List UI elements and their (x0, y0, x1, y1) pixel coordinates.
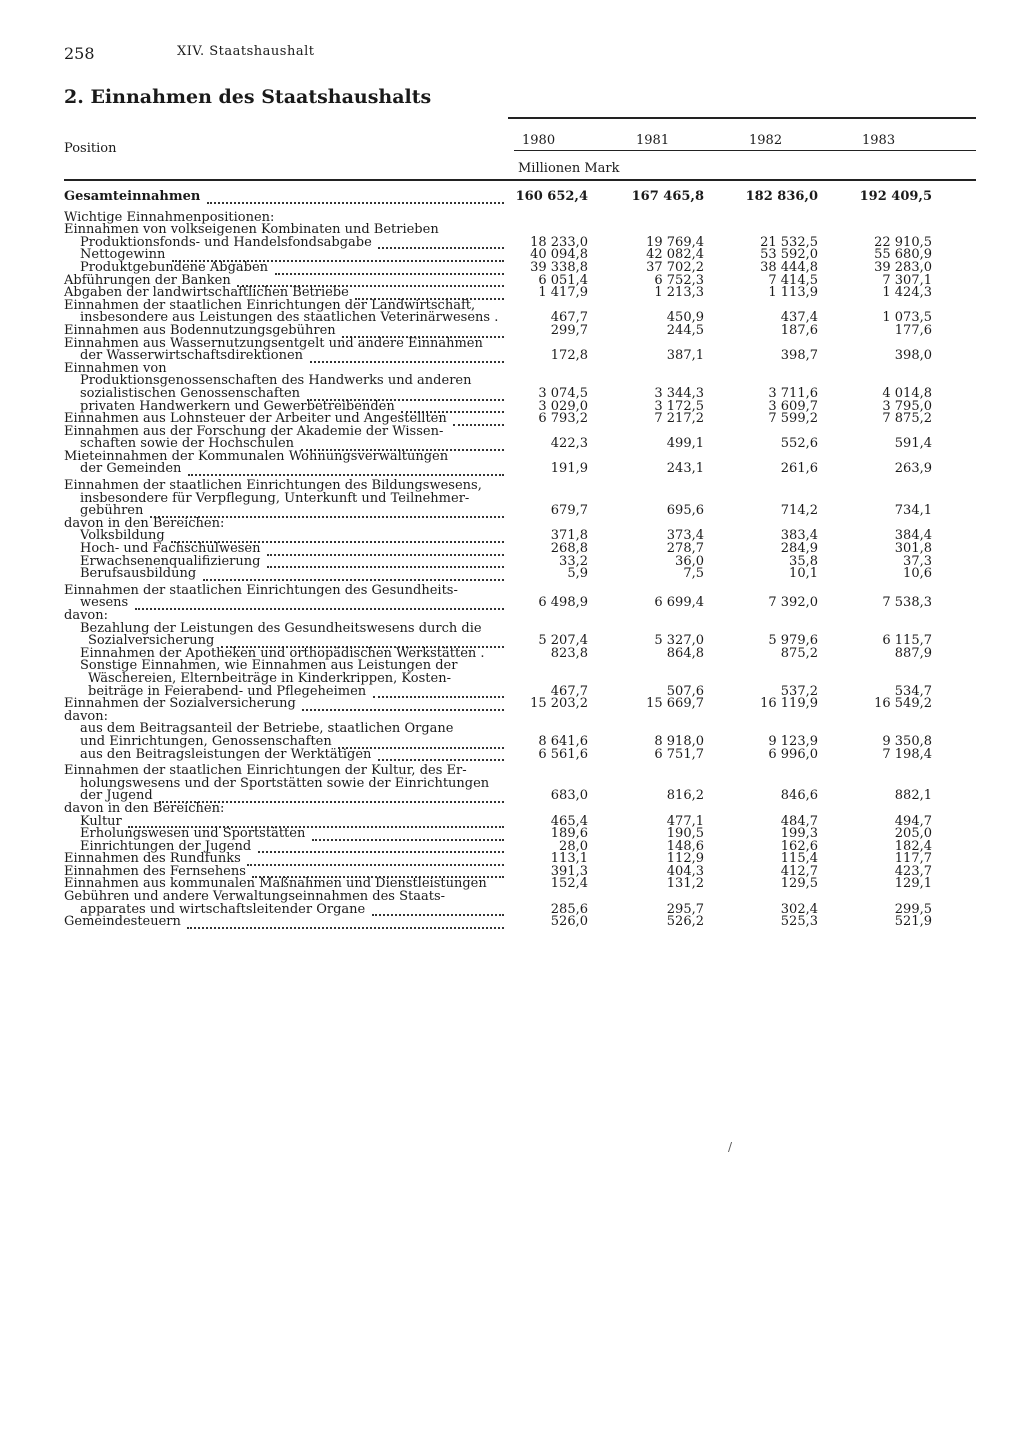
cell-value-1980: 679,7 (550, 503, 588, 519)
cell-value-1983: 182,4 (894, 838, 932, 854)
row-label-text: der Wasserwirtschaftsdirektionen (80, 348, 304, 364)
row-label-text: Einnahmen der Apotheken und orthopädischen Werkstätten . (80, 645, 485, 661)
row-label-text: Nettogewinn (80, 247, 166, 263)
cell-value-1980: 6 051,4 (538, 272, 588, 288)
cell-value-1983: 734,1 (894, 503, 932, 519)
cell-value-1982: 187,6 (780, 322, 818, 338)
row-label-text: davon in den Bereichen: (64, 800, 225, 816)
leader-dots (302, 697, 504, 711)
cell-value-1980: 172,8 (550, 348, 588, 364)
cell-value-1983: 494,7 (894, 813, 932, 829)
row-label-text: Gebühren und andere Verwaltungseinnahmen des Staats- (64, 889, 446, 905)
cell-value-1982: 7 392,0 (768, 595, 818, 611)
cell-value-1983: 7 198,4 (882, 746, 932, 762)
row-label-text: Einnahmen aus Wassernutzungsentgelt und andere Einnahmen (64, 335, 483, 351)
unit-label: Millionen Mark (518, 161, 620, 176)
cell-value-1983: 37,3 (903, 553, 932, 569)
cell-value-1982: 129,5 (780, 876, 818, 892)
section-title: 2. Einnahmen des Staatshaushalts (64, 86, 432, 108)
cell-value-1982: 115,4 (780, 851, 818, 867)
row-label-text: davon: (64, 608, 108, 623)
cell-value-1980: 191,9 (550, 461, 588, 477)
row-label-text: Produktionsfonds- und Handelsfondsabgabe (80, 234, 372, 250)
column-header-position: Position (64, 141, 117, 156)
cell-value-1981: 244,5 (666, 322, 704, 338)
cell-value-1983: 22 910,5 (874, 234, 932, 250)
cell-value-1981: 1 213,3 (654, 285, 704, 301)
row-label (64, 463, 504, 476)
row-label-text: Wäschereien, Elternbeiträge in Kinderkrippen, Kosten- (88, 670, 451, 686)
cell-value-1983: 192 409,5 (859, 189, 932, 204)
row-label-text: insbesondere aus Leistungen des staatlichen Veterinärwesens . (80, 310, 499, 326)
cell-value-1983: 301,8 (894, 541, 932, 557)
cell-value-1980: 467,7 (550, 310, 588, 326)
cell-value-1982: 1 113,9 (768, 285, 818, 301)
cell-value-1982: 182 836,0 (745, 189, 818, 204)
cell-value-1981: 7,5 (683, 566, 704, 582)
row-label-text: Kultur (80, 813, 122, 829)
cell-value-1983: 887,9 (894, 645, 932, 661)
cell-value-1981: 19 769,4 (646, 234, 704, 250)
cell-value-1983: 7 307,1 (882, 272, 932, 288)
cell-value-1983: 423,7 (894, 863, 932, 879)
cell-value-1983: 177,6 (894, 322, 932, 338)
cell-value-1980: 39 338,8 (530, 259, 588, 275)
row-label-text: Abführungen der Banken (64, 272, 231, 288)
row-label-text: aus den Beitragsleistungen der Werktätigen (80, 746, 372, 762)
row-label-text: Einnahmen der staatlichen Einrichtungen der Kultur, des Er- (64, 763, 467, 779)
row-label-text: Wichtige Einnahmenpositionen: (64, 209, 275, 225)
cell-value-1980: 526,0 (550, 914, 588, 930)
leader-dots (187, 915, 504, 929)
cell-value-1980: 6 498,9 (538, 595, 588, 611)
cell-value-1981: 131,2 (666, 876, 704, 892)
cell-value-1980: 8 641,6 (538, 733, 588, 749)
cell-value-1983: 7 538,3 (882, 595, 932, 611)
cell-value-1982: 21 532,5 (760, 234, 818, 250)
cell-value-1982: 199,3 (780, 826, 818, 842)
cell-value-1982: 7 599,2 (768, 411, 818, 427)
cell-value-1983: 1 073,5 (882, 310, 932, 326)
row-label-text: Abgaben der landwirtschaftlichen Betriebe (64, 285, 349, 301)
cell-value-1981: 6 751,7 (654, 746, 704, 762)
row-label-text: Erholungswesen und Sportstätten (80, 826, 306, 842)
revenue-table (64, 191, 944, 929)
cell-value-1982: 162,6 (780, 838, 818, 854)
cell-value-1981: 42 082,4 (646, 247, 704, 263)
cell-value-1982: 35,8 (789, 553, 818, 569)
cell-value-1983: 4 014,8 (882, 385, 932, 401)
row-label-text: Sozialversicherung (88, 633, 215, 649)
table-row (64, 698, 944, 711)
row-label-text: Einnahmen aus Lohnsteuer der Arbeiter und Angestellten (64, 411, 447, 427)
row-label-text: Erwachsenenqualifizierung (80, 553, 261, 569)
cell-value-1981: 243,1 (666, 461, 704, 477)
row-label-text: Einnahmen aus Bodennutzungsgebühren (64, 322, 336, 338)
cell-value-1981: 5 327,0 (654, 633, 704, 649)
table-row (64, 350, 944, 363)
cell-value-1982: 38 444,8 (760, 259, 818, 275)
cell-value-1983: 117,7 (894, 851, 932, 867)
cell-value-1982: 714,2 (780, 503, 818, 519)
table-row (64, 597, 944, 610)
row-label-text: Mieteinnahmen der Kommunalen Wohnungsverwaltungen (64, 448, 449, 464)
cell-value-1980: 3 074,5 (538, 385, 588, 401)
cell-value-1981: 7 217,2 (654, 411, 704, 427)
row-label-text: Einnahmen von (64, 360, 167, 376)
leader-dots (135, 596, 504, 610)
cell-value-1982: 7 414,5 (768, 272, 818, 288)
row-label-text: gebühren (80, 503, 144, 519)
table-row (64, 746, 944, 762)
cell-value-1980: 15 203,2 (530, 696, 588, 712)
cell-value-1983: 6 115,7 (882, 633, 932, 649)
cell-value-1980: 299,7 (550, 322, 588, 338)
row-label-text: aus dem Beitragsanteil der Betriebe, staatlichen Organe (80, 721, 454, 737)
cell-value-1980: 422,3 (550, 436, 588, 452)
cell-value-1980: 160 652,4 (515, 189, 588, 204)
cell-value-1980: 189,6 (550, 826, 588, 842)
table-row (64, 916, 944, 929)
row-label-text: Bezahlung der Leistungen des Gesundheitswesens durch die (80, 620, 482, 636)
row-label-text: Einnahmen der Sozialversicherung (64, 696, 296, 712)
cell-value-1983: 3 795,0 (882, 398, 932, 414)
table-top-rule (508, 117, 976, 119)
cell-value-1982: 5 979,6 (768, 633, 818, 649)
leader-dots (203, 567, 504, 581)
column-header-year: 1982 (749, 133, 783, 148)
row-label-text: und Einrichtungen, Genossenschaften (80, 733, 332, 749)
cell-value-1982: 437,4 (780, 310, 818, 326)
cell-value-1983: 398,0 (894, 348, 932, 364)
cell-value-1980: 3 029,0 (538, 398, 588, 414)
cell-value-1983: 521,9 (894, 914, 932, 930)
cell-value-1980: 6 561,6 (538, 746, 588, 762)
cell-value-1983: 16 549,2 (874, 696, 932, 712)
cell-value-1981: 450,9 (666, 310, 704, 326)
cell-value-1981: 148,6 (666, 838, 704, 854)
cell-value-1980: 683,0 (550, 788, 588, 804)
row-label (64, 746, 504, 762)
cell-value-1981: 864,8 (666, 645, 704, 661)
cell-value-1982: 16 119,9 (760, 696, 818, 712)
row-label-text: Berufsausbildung (80, 566, 197, 582)
row-label-text: beiträge in Feierabend- und Pflegeheimen (88, 683, 367, 699)
row-label-text: insbesondere für Verpflegung, Unterkunft und Teilnehmer- (80, 490, 470, 506)
column-header-year: 1981 (636, 133, 670, 148)
cell-value-1980: 113,1 (550, 851, 588, 867)
cell-value-1980: 40 094,8 (530, 247, 588, 263)
row-label-text: davon in den Bereichen: (64, 515, 225, 531)
cell-value-1981: 8 918,0 (654, 733, 704, 749)
row-label-text: Einnahmen aus kommunalen Maßnahmen und Dienstleistungen (64, 876, 487, 892)
cell-value-1981: 278,7 (666, 541, 704, 557)
cell-value-1981: 112,9 (666, 851, 704, 867)
row-label-text: Einrichtungen der Jugend (80, 838, 252, 854)
row-label-text: Hoch- und Fachschulwesen (80, 541, 261, 557)
column-header-year: 1980 (522, 133, 556, 148)
cell-value-1982: 284,9 (780, 541, 818, 557)
row-label-text: privaten Handwerkern und Gewerbetreibenden (80, 398, 395, 414)
row-label-text: Volksbildung (80, 528, 165, 544)
cell-value-1982: 383,4 (780, 528, 818, 544)
column-header-year: 1983 (862, 133, 896, 148)
cell-value-1980: 5 207,4 (538, 633, 588, 649)
cell-value-1981: 404,3 (666, 863, 704, 879)
cell-value-1982: 412,7 (780, 863, 818, 879)
cell-value-1980: 391,3 (550, 863, 588, 879)
cell-value-1982: 875,2 (780, 645, 818, 661)
row-label-text: Produktgebundene Abgaben (80, 259, 269, 275)
leader-dots (188, 462, 504, 476)
cell-value-1982: 552,6 (780, 436, 818, 452)
running-head: XIV. Staatshaushalt (177, 44, 315, 59)
header-divider-rule (514, 150, 976, 151)
cell-value-1981: 36,0 (675, 553, 704, 569)
cell-value-1980: 1 417,9 (538, 285, 588, 301)
row-label (64, 698, 504, 711)
cell-value-1982: 3 711,6 (768, 385, 818, 401)
cell-value-1983: 129,1 (894, 876, 932, 892)
cell-value-1982: 9 123,9 (768, 733, 818, 749)
stray-mark: / (728, 1140, 733, 1154)
cell-value-1981: 167 465,8 (631, 189, 704, 204)
cell-value-1983: 299,5 (894, 901, 932, 917)
cell-value-1981: 295,7 (666, 901, 704, 917)
cell-value-1981: 3 344,3 (654, 385, 704, 401)
cell-value-1983: 7 875,2 (882, 411, 932, 427)
cell-value-1981: 190,5 (666, 826, 704, 842)
cell-value-1982: 525,3 (780, 914, 818, 930)
cell-value-1981: 499,1 (666, 436, 704, 452)
cell-value-1983: 882,1 (894, 788, 932, 804)
row-label-text: sozialistischen Genossenschaften (80, 385, 301, 401)
header-bottom-rule (64, 179, 976, 181)
row-label-text: holungswesens und der Sportstätten sowie der Einrichtungen (80, 775, 490, 791)
cell-value-1981: 816,2 (666, 788, 704, 804)
row-label-text: Einnahmen des Rundfunks (64, 851, 241, 867)
cell-value-1980: 5,9 (567, 566, 588, 582)
cell-value-1983: 55 680,9 (874, 247, 932, 263)
leader-dots (207, 190, 504, 204)
cell-value-1980: 33,2 (559, 553, 588, 569)
row-label-text: wesens (80, 595, 129, 611)
cell-value-1980: 467,7 (550, 683, 588, 699)
cell-value-1980: 152,4 (550, 876, 588, 892)
cell-value-1981: 6 752,3 (654, 272, 704, 288)
row-label-text: Einnahmen aus der Forschung der Akademie der Wissen- (64, 423, 444, 439)
cell-value-1981: 695,6 (666, 503, 704, 519)
table-row (64, 568, 944, 581)
row-label-text: schaften sowie der Hochschulen (80, 436, 295, 452)
cell-value-1982: 261,6 (780, 461, 818, 477)
cell-value-1980: 371,8 (550, 528, 588, 544)
cell-value-1982: 302,4 (780, 901, 818, 917)
table-row (64, 463, 944, 476)
cell-value-1982: 484,7 (780, 813, 818, 829)
row-label (64, 597, 504, 610)
cell-value-1980: 28,0 (559, 838, 588, 854)
cell-value-1982: 398,7 (780, 348, 818, 364)
cell-value-1980: 6 793,2 (538, 411, 588, 427)
cell-value-1982: 3 609,7 (768, 398, 818, 414)
row-label-text: der Gemeinden (80, 461, 182, 477)
row-label-text: Einnahmen der staatlichen Einrichtungen der Landwirtschaft, (64, 297, 476, 313)
cell-value-1982: 537,2 (780, 683, 818, 699)
cell-value-1983: 1 424,3 (882, 285, 932, 301)
row-label-text: Einnahmen des Fernsehens (64, 863, 246, 879)
row-label-text: Gesamteinnahmen (64, 189, 201, 204)
cell-value-1980: 18 233,0 (530, 234, 588, 250)
cell-value-1981: 507,6 (666, 683, 704, 699)
cell-value-1981: 15 669,7 (646, 696, 704, 712)
cell-value-1983: 534,7 (894, 683, 932, 699)
row-label-text: apparates und wirtschaftsleitender Organe (80, 901, 366, 917)
cell-value-1981: 526,2 (666, 914, 704, 930)
row-label-text: Einnahmen der staatlichen Einrichtungen des Bildungswesens, (64, 478, 482, 494)
row-label-text: Sonstige Einnahmen, wie Einnahmen aus Leistungen der (80, 658, 458, 674)
row-label-text: Einnahmen von volkseigenen Kombinaten und Betrieben (64, 222, 439, 238)
row-label (64, 191, 504, 204)
cell-value-1983: 9 350,8 (882, 733, 932, 749)
leader-dots (310, 349, 504, 363)
cell-value-1980: 465,4 (550, 813, 588, 829)
cell-value-1980: 823,8 (550, 645, 588, 661)
cell-value-1983: 39 283,0 (874, 259, 932, 275)
cell-value-1980: 268,8 (550, 541, 588, 557)
row-label-text: Produktionsgenossenschaften des Handwerks und anderen (80, 373, 472, 389)
cell-value-1983: 263,9 (894, 461, 932, 477)
cell-value-1980: 285,6 (550, 901, 588, 917)
row-label-text: davon: (64, 708, 108, 724)
cell-value-1981: 37 702,2 (646, 259, 704, 275)
page-number: 258 (64, 44, 95, 63)
cell-value-1983: 591,4 (894, 436, 932, 452)
cell-value-1981: 387,1 (666, 348, 704, 364)
cell-value-1982: 53 592,0 (760, 247, 818, 263)
cell-value-1983: 205,0 (894, 826, 932, 842)
cell-value-1981: 3 172,5 (654, 398, 704, 414)
cell-value-1981: 6 699,4 (654, 595, 704, 611)
cell-value-1981: 477,1 (666, 813, 704, 829)
cell-value-1982: 6 996,0 (768, 746, 818, 762)
row-label-text: Gemeindesteuern (64, 914, 181, 930)
cell-value-1982: 846,6 (780, 788, 818, 804)
row-label-text: der Jugend (80, 788, 153, 804)
cell-value-1983: 384,4 (894, 528, 932, 544)
row-label (64, 916, 504, 929)
cell-value-1981: 373,4 (666, 528, 704, 544)
cell-value-1983: 10,6 (903, 566, 932, 582)
cell-value-1982: 10,1 (789, 566, 818, 582)
row-label (64, 568, 504, 581)
row-label-text: Einnahmen der staatlichen Einrichtungen des Gesundheits- (64, 582, 458, 598)
table-row (64, 191, 944, 204)
